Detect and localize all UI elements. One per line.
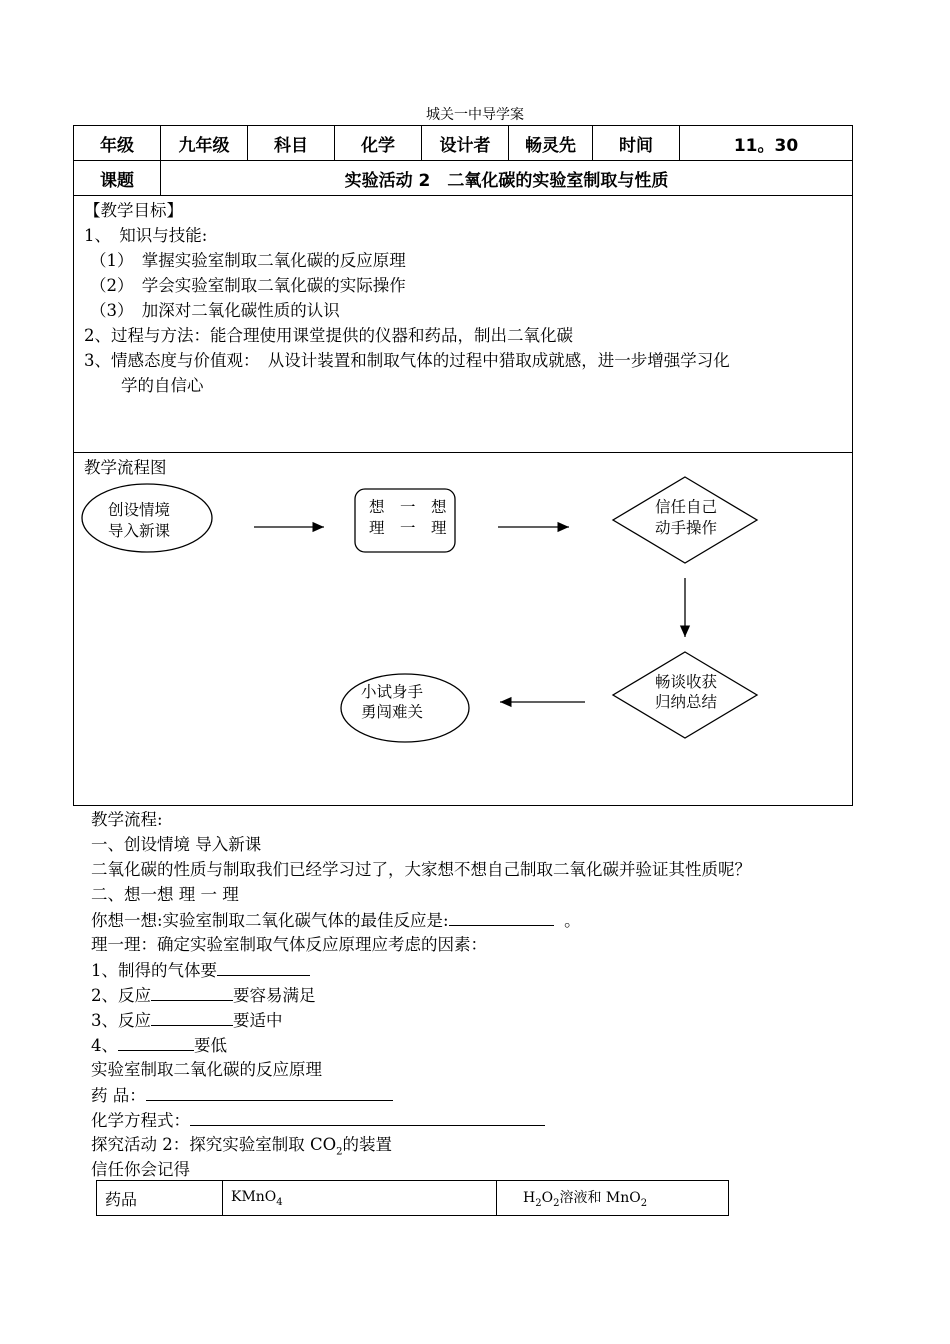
factor-4 [91,1032,227,1058]
factor-3-text: 3、反应 [91,1011,151,1030]
factor-3 [91,1007,283,1033]
objective-attitude: 3、情感态度与价值观： 从设计装置和制取气体的过程中猎取成就感，进一步增强学习化 [84,351,730,370]
objective-knowledge: 1、 知识与技能: [84,226,208,245]
objective-sub-2: （2） 学会实验室制取二氧化碳的实际操作 [90,276,406,295]
section-1-text: 二氧化碳的性质与制取我们已经学习过了，大家想不想自己制取二氧化碳并验证其性质呢？ [91,860,751,879]
subject-value: 化学 [335,126,422,161]
question-best-reaction-text: 你想一想:实验室制取二氧化碳气体的最佳反应是: [91,911,449,930]
remember-line: 信任你会记得 [91,1160,190,1179]
objective-sub-1: （1） 掌握实验室制取二氧化碳的反应原理 [90,251,406,270]
objectives-heading: 【教学目标】 [84,201,183,220]
topic-value: 实验活动 2 二氧化碳的实验室制取与性质 [161,161,853,196]
kmno4-text: KMnO [231,1188,277,1205]
h2o2-h: H [523,1190,536,1207]
subject-label: 科目 [248,126,335,161]
node3-line1: 信任自己 [655,498,718,516]
blank-factor-3[interactable] [151,1007,233,1026]
node5-line1: 小试身手 [361,683,424,701]
designer-value: 畅灵先 [509,126,593,161]
flowchart-heading: 教学流程图 [84,458,167,477]
equation-label: 化学方程式： [91,1111,190,1130]
h2o2-o: O [541,1190,554,1207]
node1-line1: 创设情境 [108,501,171,519]
h2o2-o-sub: 2 [553,1197,560,1209]
node2-line2: 理 一 理 [369,519,447,537]
drug-table [96,1180,729,1216]
objective-attitude-cont: 学的自信心 [121,376,204,395]
designer-label: 设计者 [422,126,509,161]
factor-3-suffix: 要适中 [233,1011,283,1030]
question-best-reaction [91,907,581,933]
kmno4-sub: 4 [276,1196,283,1208]
blank-factor-1[interactable] [217,957,310,976]
drug-col-label: 药品 [97,1181,223,1216]
question-best-reaction-end: 。 [564,911,581,930]
principle-title: 实验室制取二氧化碳的反应原理 [91,1060,322,1079]
school-title: 城关一中导学案 [426,107,524,123]
section-1-title: 一、创设情境 导入新课 [91,835,262,854]
factor-2-text: 2、反应 [91,986,151,1005]
objective-sub-3: （3） 加深对二氧化碳性质的认识 [90,301,340,320]
topic-label: 课题 [74,161,161,196]
grade-value: 九年级 [161,126,248,161]
node2-line1: 想 一 想 [369,498,447,516]
blank-best-reaction[interactable] [449,907,554,926]
drug-col-h2o2 [497,1181,729,1216]
node5-line2: 勇闯难关 [361,703,424,721]
equation-line [91,1107,545,1133]
time-label: 时间 [593,126,680,161]
factor-1-text: 1、制得的气体要 [91,961,217,980]
drug-label: 药 品： [91,1086,146,1105]
node4-line1: 畅谈收获 [655,673,718,691]
factor-2-suffix: 要容易满足 [233,986,316,1005]
blank-factor-4[interactable] [118,1032,194,1051]
explore-suffix: 的装置 [342,1135,393,1154]
explore-text: 探究活动 2：探究实验室制取 CO [91,1135,337,1154]
drug-line [91,1082,393,1108]
drug-col-kmno4 [223,1181,497,1216]
grade-label: 年级 [74,126,161,161]
section-2-title: 二、想一想 理 一 理 [91,885,239,904]
explore-subscript: 2 [336,1146,343,1158]
factor-4-suffix: 要低 [194,1036,227,1055]
blank-equation[interactable] [190,1107,545,1126]
question-factors: 理一理：确定实验室制取气体反应原理应考虑的因素： [91,935,487,954]
time-value: 11。30 [680,126,853,161]
objective-process: 2、过程与方法：能合理使用课堂提供的仪器和药品，制出二氧化碳 [84,326,573,345]
process-heading: 教学流程: [91,810,163,829]
blank-factor-2[interactable] [151,982,233,1001]
h2o2-h-sub: 2 [535,1197,542,1209]
blank-drug[interactable] [146,1082,393,1101]
mno2-sub: 2 [640,1197,648,1209]
factor-4-text: 4、 [91,1036,118,1055]
node3-line2: 动手操作 [655,519,718,537]
node4-line2: 归纳总结 [655,693,718,711]
h2o2-mno2-text: 溶液和 MnO [559,1190,641,1207]
factor-1 [91,957,310,983]
node1-line2: 导入新课 [108,522,171,540]
factor-2 [91,982,316,1008]
